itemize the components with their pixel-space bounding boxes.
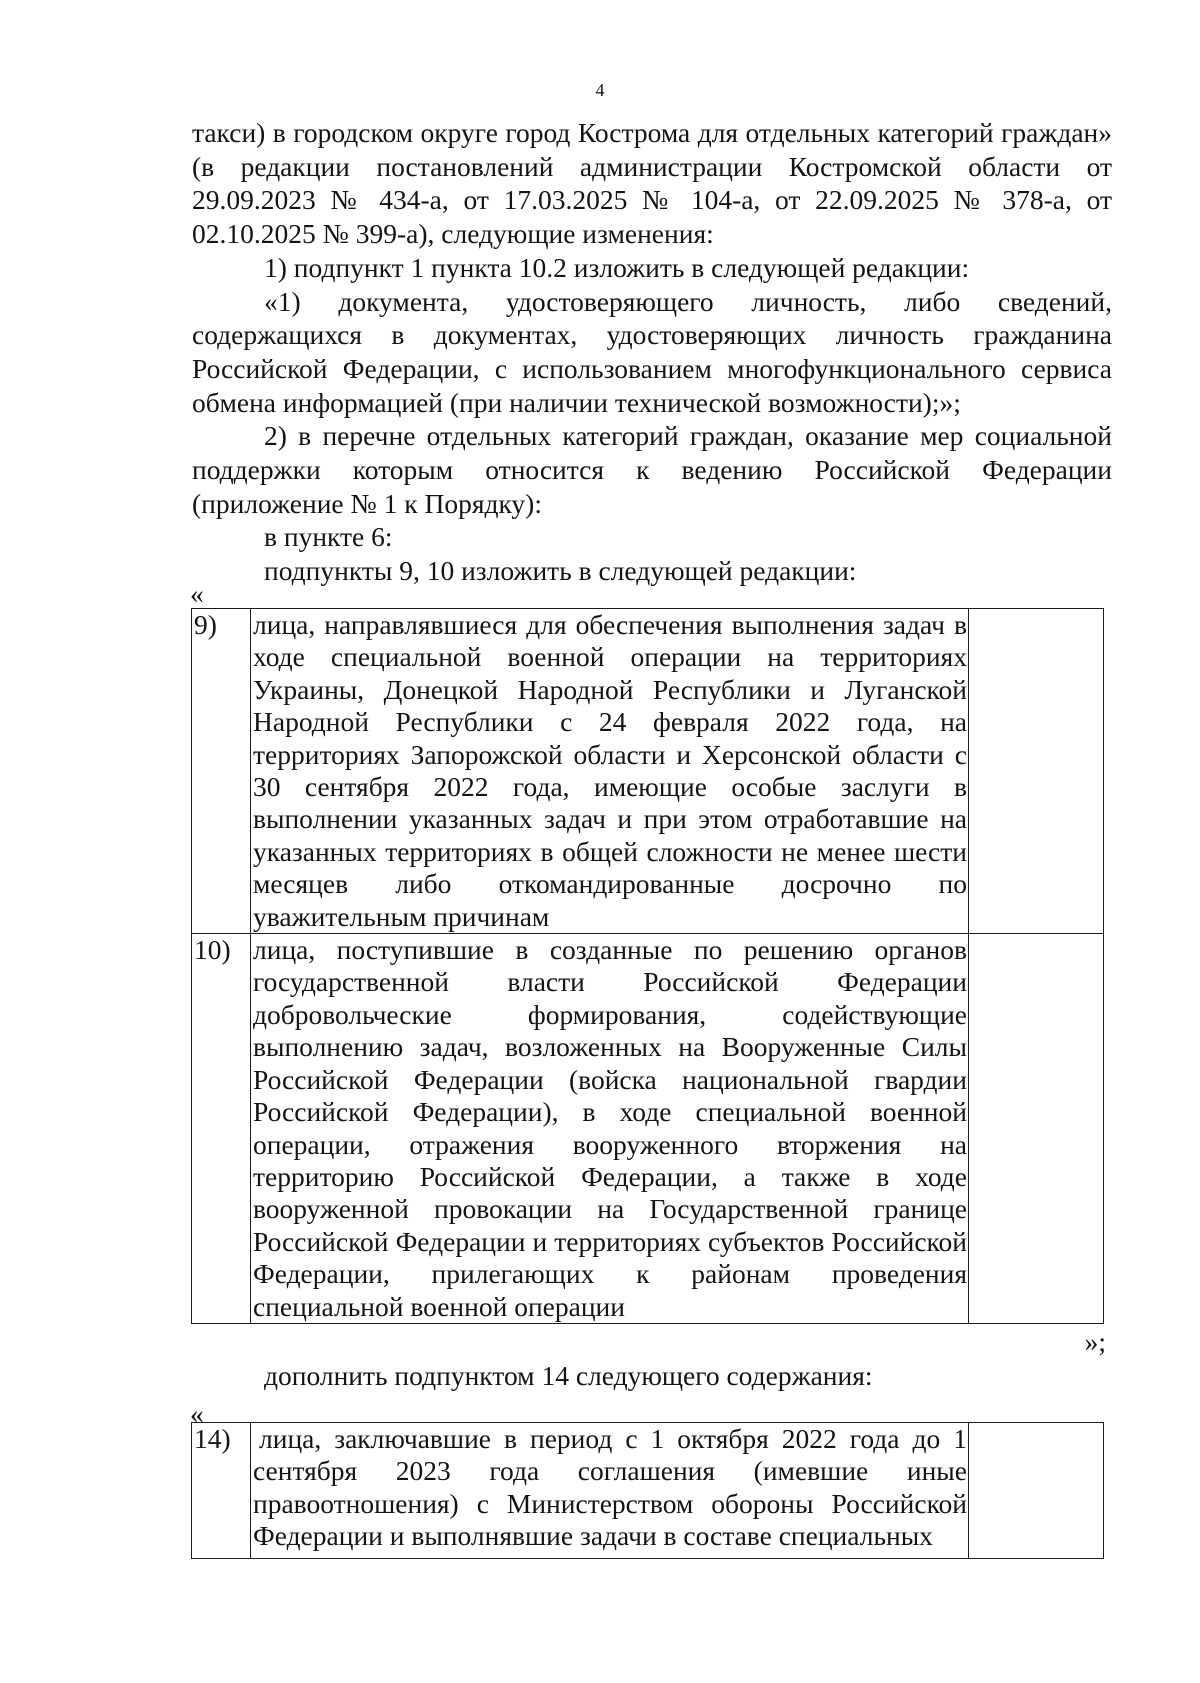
row-extra-cell [969, 609, 1104, 934]
row-number: 10) [192, 934, 251, 1324]
table-row [192, 609, 1104, 934]
intro-text [192, 116, 1112, 588]
row-number: 14) [192, 1423, 251, 1559]
row-text: лица, поступившие в созданные по решению органов государственной власти Российской Федерации добровольческие формирования, содействующие выполнению задач, возложенных на Вооруженные Силы Российской Федерации (войска национальной гвардии Российской Федерации), в ходе специальной военной операции, отражения вооруженного вторжения на территорию Российской Федерации, а также в ходе вооруженной провокации на Государственной границе Российской Федерации и территориях субъектов Российской Федерации, прилегающих к районам проведения специальной военной операции [251, 934, 969, 1324]
row-text: лица, заключавшие в период с 1 октября 2022 года до 1 сентября 2023 года соглашения (имевшие иные правоотношения) с Министерством обороны Российской Федерации и выполнявшие задачи в составе специальных [251, 1423, 969, 1559]
supplement-line: дополнить подпунктом 14 следующего содержания: [264, 1360, 873, 1391]
subpoints-line: подпункты 9, 10 изложить в следующей редакции: [264, 555, 857, 587]
categories-table [191, 608, 1104, 1324]
amendment-item-2: 2) в перечне отдельных категорий граждан, оказание мер социальной поддержки которым относится к ведению Российской Федерации (приложение № 1 к Порядку): [192, 420, 1112, 519]
row-number: 9) [192, 609, 251, 934]
open-quote: « [190, 578, 204, 609]
row-text: лица, направлявшиеся для обеспечения выполнения задач в ходе специальной военной операции на территориях Украины, Донецкой Народной Республики и Луганской Народной Республики с 24 февраля 2022 года, на территориях Запорожской области и Херсонской области с 30 сентября 2022 года, имеющие особые заслуги в выполнении указанных задач и при этом отработавшие на указанных территориях в общей сложности не менее шести месяцев либо откомандированные досрочно по уважительным причинам [251, 609, 969, 934]
table-row [192, 1423, 1104, 1559]
row-extra-cell [969, 934, 1104, 1324]
table-row [192, 934, 1104, 1324]
intro-paragraph: такси) в городском округе город Кострома для отдельных категорий граждан» (в редакции постановлений администрации Костромской области от 29.09.2023 № 434-а, от 17.03.2025 № 104-а, от 22.09.2025 № 378-а, от 02.10.2025 № 399-а), следующие изменения: [192, 117, 1112, 250]
point-6-line: в пункте 6: [264, 521, 393, 553]
close-quote: »; [1084, 1326, 1106, 1357]
row-extra-cell [969, 1423, 1104, 1559]
amendment-quote-1: «1) документа, удостоверяющего личность, либо сведений, содержащихся в документах, удостоверяющих личность гражданина Российской Федерации, с использованием многофункционального сервиса обмена информацией (при наличии технической возможности);»; [192, 285, 1112, 418]
page-number: 4 [595, 80, 605, 100]
amendment-item-1: 1) подпункт 1 пункта 10.2 изложить в следующей редакции: [264, 251, 970, 283]
open-quote-2: « [190, 1398, 204, 1429]
categories-table-2 [191, 1422, 1104, 1559]
